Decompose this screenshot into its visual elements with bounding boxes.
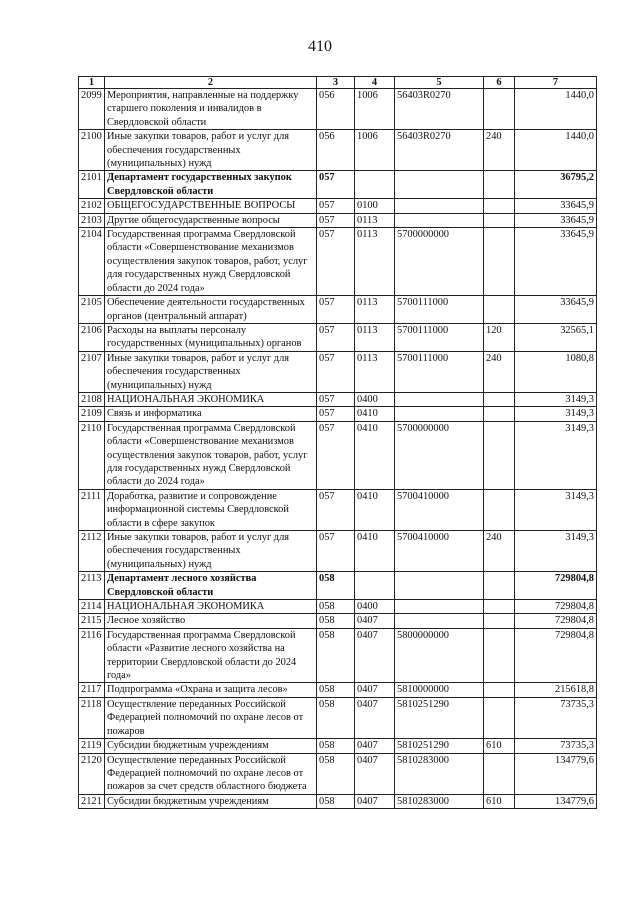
expense-type [484,489,515,530]
ministry-code: 056 [317,130,355,171]
target-article: 5810000000 [395,683,484,697]
row-name: Государственная программа Свердловской области «Развитие лесного хозяйства на территории Свердловской области до 2024 года» [105,628,317,683]
section-code: 0113 [355,228,395,296]
amount: 36795,2 [515,171,597,199]
row-number: 2103 [79,213,105,227]
table-row [79,614,597,628]
row-name: ОБЩЕГОСУДАРСТВЕННЫЕ ВОПРОСЫ [105,199,317,213]
row-number: 2105 [79,296,105,324]
row-name: Мероприятия, направленные на поддержку старшего поколения и инвалидов в Свердловской области [105,89,317,130]
target-article: 5810251290 [395,739,484,753]
row-name: Субсидии бюджетным учреждениям [105,739,317,753]
section-code: 1006 [355,130,395,171]
ministry-code: 057 [317,213,355,227]
section-code: 0410 [355,489,395,530]
ministry-code: 057 [317,323,355,351]
table-row [79,794,597,808]
expense-type [484,171,515,199]
target-article [395,600,484,614]
header-row [79,77,597,89]
row-name: Подпрограмма «Охрана и защита лесов» [105,683,317,697]
header-cell: 3 [317,77,355,89]
row-number: 2107 [79,351,105,392]
section-code: 0407 [355,697,395,738]
amount: 134779,6 [515,753,597,794]
expense-type [484,600,515,614]
row-name: Расходы на выплаты персоналу государственных (муниципальных) органов [105,323,317,351]
table-row [79,628,597,683]
target-article: 5810283000 [395,794,484,808]
row-number: 2108 [79,392,105,406]
target-article [395,407,484,421]
ministry-code: 058 [317,794,355,808]
amount: 32565,1 [515,323,597,351]
target-article [395,572,484,600]
row-number: 2119 [79,739,105,753]
section-code: 0407 [355,628,395,683]
section-code: 0113 [355,296,395,324]
table-row [79,392,597,406]
row-number: 2100 [79,130,105,171]
table-row [79,683,597,697]
amount: 3149,3 [515,407,597,421]
target-article: 56403R0270 [395,89,484,130]
expense-type [484,392,515,406]
row-name: Департамент лесного хозяйства Свердловской области [105,572,317,600]
section-code: 0407 [355,683,395,697]
row-number: 2121 [79,794,105,808]
target-article: 5700111000 [395,351,484,392]
ministry-code: 058 [317,614,355,628]
row-number: 2106 [79,323,105,351]
amount: 3149,3 [515,421,597,489]
table-row [79,739,597,753]
table-row [79,531,597,572]
row-name: Осуществление переданных Российской Федерацией полномочий по охране лесов от пожаров за счет средств областного бюджета [105,753,317,794]
expense-type [484,199,515,213]
row-name: Иные закупки товаров, работ и услуг для обеспечения государственных (муниципальных) нужд [105,351,317,392]
section-code [355,171,395,199]
row-number: 2099 [79,89,105,130]
row-number: 2120 [79,753,105,794]
expense-type [484,697,515,738]
expense-type [484,407,515,421]
target-article: 5700111000 [395,296,484,324]
amount: 729804,8 [515,628,597,683]
amount: 134779,6 [515,794,597,808]
section-code: 0407 [355,614,395,628]
section-code: 0410 [355,421,395,489]
table-body [79,89,597,809]
expense-type: 610 [484,794,515,808]
target-article: 5700410000 [395,531,484,572]
table-row [79,296,597,324]
table-row [79,228,597,296]
row-name: Департамент государственных закупок Свердловской области [105,171,317,199]
row-name: Иные закупки товаров, работ и услуг для обеспечения государственных (муниципальных) нужд [105,531,317,572]
header-cell: 7 [515,77,597,89]
row-name: Иные закупки товаров, работ и услуг для обеспечения государственных (муниципальных) нужд [105,130,317,171]
row-name: НАЦИОНАЛЬНАЯ ЭКОНОМИКА [105,392,317,406]
section-code: 0113 [355,323,395,351]
expense-type: 120 [484,323,515,351]
amount: 215618,8 [515,683,597,697]
expense-type [484,89,515,130]
target-article [395,614,484,628]
expense-type: 240 [484,130,515,171]
row-number: 2113 [79,572,105,600]
row-number: 2115 [79,614,105,628]
header-cell: 6 [484,77,515,89]
ministry-code: 058 [317,628,355,683]
row-name: Связь и информатика [105,407,317,421]
section-code: 0407 [355,794,395,808]
expense-type [484,228,515,296]
ministry-code: 057 [317,392,355,406]
expense-type [484,628,515,683]
expense-type: 240 [484,351,515,392]
table-row [79,351,597,392]
target-article [395,392,484,406]
ministry-code: 058 [317,697,355,738]
target-article: 5700111000 [395,323,484,351]
ministry-code: 057 [317,489,355,530]
section-code [355,572,395,600]
table-row [79,489,597,530]
row-number: 2114 [79,600,105,614]
ministry-code: 057 [317,228,355,296]
expense-type [484,296,515,324]
row-number: 2112 [79,531,105,572]
section-code: 0410 [355,407,395,421]
target-article [395,171,484,199]
budget-table [78,76,597,809]
row-name: Субсидии бюджетным учреждениям [105,794,317,808]
row-number: 2109 [79,407,105,421]
target-article: 56403R0270 [395,130,484,171]
ministry-code: 057 [317,531,355,572]
header-cell: 5 [395,77,484,89]
ministry-code: 057 [317,421,355,489]
section-code: 0400 [355,600,395,614]
row-name: Государственная программа Свердловской области «Совершенствование механизмов осуществления закупок товаров, работ, услуг для государственных нужд Свердловской области до 2024 года» [105,228,317,296]
row-number: 2102 [79,199,105,213]
section-code: 0113 [355,213,395,227]
table-row [79,130,597,171]
row-name: НАЦИОНАЛЬНАЯ ЭКОНОМИКА [105,600,317,614]
amount: 3149,3 [515,531,597,572]
row-number: 2118 [79,697,105,738]
expense-type [484,753,515,794]
amount: 729804,8 [515,572,597,600]
target-article: 5700000000 [395,421,484,489]
amount: 73735,3 [515,739,597,753]
ministry-code: 057 [317,199,355,213]
header-cell: 2 [105,77,317,89]
ministry-code: 057 [317,296,355,324]
amount: 33645,9 [515,213,597,227]
amount: 1440,0 [515,130,597,171]
amount: 1440,0 [515,89,597,130]
target-article [395,199,484,213]
row-number: 2111 [79,489,105,530]
table-row [79,572,597,600]
expense-type [484,683,515,697]
table-row [79,600,597,614]
section-code: 0410 [355,531,395,572]
section-code: 0407 [355,739,395,753]
section-code: 1006 [355,89,395,130]
row-number: 2101 [79,171,105,199]
ministry-code: 058 [317,753,355,794]
table-row [79,323,597,351]
target-article [395,213,484,227]
section-code: 0400 [355,392,395,406]
amount: 3149,3 [515,489,597,530]
header-cell: 4 [355,77,395,89]
amount: 729804,8 [515,600,597,614]
table-row [79,753,597,794]
amount: 3149,3 [515,392,597,406]
row-name: Другие общегосударственные вопросы [105,213,317,227]
expense-type [484,572,515,600]
row-number: 2104 [79,228,105,296]
section-code: 0113 [355,351,395,392]
ministry-code: 057 [317,351,355,392]
row-name: Доработка, развитие и сопровождение информационной системы Свердловской области в сфере закупок [105,489,317,530]
table-row [79,89,597,130]
expense-type [484,614,515,628]
target-article: 5800000000 [395,628,484,683]
amount: 33645,9 [515,296,597,324]
expense-type [484,421,515,489]
ministry-code: 057 [317,407,355,421]
row-number: 2116 [79,628,105,683]
table-row [79,171,597,199]
ministry-code: 058 [317,572,355,600]
row-name: Лесное хозяйство [105,614,317,628]
table-row [79,421,597,489]
ministry-code: 058 [317,600,355,614]
row-name: Обеспечение деятельности государственных органов (центральный аппарат) [105,296,317,324]
amount: 73735,3 [515,697,597,738]
expense-type: 610 [484,739,515,753]
expense-type [484,213,515,227]
target-article: 5810283000 [395,753,484,794]
ministry-code: 058 [317,739,355,753]
table-row [79,199,597,213]
amount: 729804,8 [515,614,597,628]
row-name: Осуществление переданных Российской Федерацией полномочий по охране лесов от пожаров [105,697,317,738]
amount: 1080,8 [515,351,597,392]
header-cell: 1 [79,77,105,89]
amount: 33645,9 [515,199,597,213]
ministry-code: 056 [317,89,355,130]
amount: 33645,9 [515,228,597,296]
row-number: 2110 [79,421,105,489]
table-row [79,697,597,738]
target-article: 5700000000 [395,228,484,296]
section-code: 0407 [355,753,395,794]
section-code: 0100 [355,199,395,213]
expense-type: 240 [484,531,515,572]
target-article: 5700410000 [395,489,484,530]
ministry-code: 058 [317,683,355,697]
target-article: 5810251290 [395,697,484,738]
table-row [79,213,597,227]
row-name: Государственная программа Свердловской области «Совершенствование механизмов осуществления закупок товаров, работ, услуг для государственных нужд Свердловской области до 2024 года» [105,421,317,489]
page-number: 410 [308,38,332,55]
table-row [79,407,597,421]
row-number: 2117 [79,683,105,697]
ministry-code: 057 [317,171,355,199]
